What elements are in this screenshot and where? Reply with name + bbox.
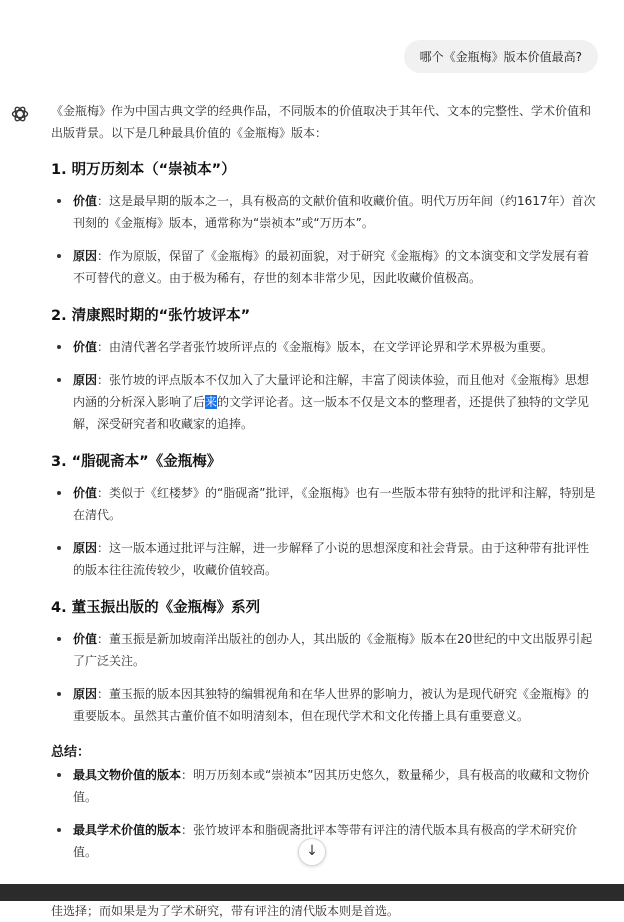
bullet-text: ：张竹坡的评点版本不仅加入了大量评论和注解，丰富了阅读体验，而且他对《金瓶梅》思想内涵的分析深入影响了后 — [73, 373, 590, 409]
bullet-text: 的文学评论者。这一版本不仅是文本的整理者，还提供了独特的文学见解，深受研究者和收藏家的追捧。 — [73, 395, 590, 431]
bullet-term: 价值 — [73, 632, 98, 646]
bullet-term: 价值 — [73, 194, 98, 208]
bullet-text: ：这是最早期的版本之一，具有极高的文献价值和收藏价值。明代万历年间（约1617年）首次刊刻的《金瓶梅》版本，通常称为“崇祯本”或“万历本”。 — [73, 194, 596, 230]
bullet-term: 最具文物价值的版本 — [73, 768, 182, 782]
list-item — [51, 369, 599, 435]
section-list-3 — [51, 482, 599, 581]
section-list-4 — [51, 628, 599, 727]
bullet-term: 原因 — [73, 687, 98, 701]
section-heading-1: 1. 明万历刻本（“崇祯本”） — [51, 162, 236, 178]
section-list-2 — [51, 336, 599, 435]
bullet-text: ：董玉振是新加坡南洋出版社的创办人，其出版的《金瓶梅》版本在20世纪的中文出版界引起了广泛关注。 — [73, 632, 593, 668]
section-list-1 — [51, 190, 599, 289]
bottom-bar — [0, 884, 624, 901]
answer-intro: 《金瓶梅》作为中国古典文学的经典作品，不同版本的价值取决于其年代、文本的完整性、学术价值和出版背景。以下是几种最具价值的《金瓶梅》版本： — [51, 104, 592, 140]
list-item — [51, 537, 599, 581]
list-item — [51, 628, 599, 672]
list-item — [51, 245, 599, 289]
bullet-term: 原因 — [73, 249, 98, 263]
bullet-text: ：这一版本通过批评与注解，进一步解释了小说的思想深度和社会背景。由于这种带有批评性的版本往往流传较少，收藏价值较高。 — [73, 541, 590, 577]
bullet-term: 原因 — [73, 373, 98, 387]
bullet-text: ：作为原版，保留了《金瓶梅》的最初面貌，对于研究《金瓶梅》的文本演变和文学发展有着不可替代的意义。由于极为稀有，存世的刻本非常少见，因此收藏价值极高。 — [73, 249, 590, 285]
section-heading-3: 3. “脂砚斋本”《金瓶梅》 — [51, 454, 222, 470]
summary-title: 总结： — [51, 745, 91, 760]
list-item — [51, 482, 599, 526]
bullet-text: ：明万历刻本或“崇祯本”因其历史悠久，数量稀少，具有极高的收藏和文物价值。 — [73, 768, 590, 804]
bullet-text: ：由清代著名学者张竹坡所评点的《金瓶梅》版本，在文学评论界和学术界极为重要。 — [97, 340, 554, 354]
scroll-to-bottom-button[interactable] — [298, 838, 326, 866]
bullet-term: 价值 — [73, 486, 98, 500]
answer-closing: 佳选择；而如果是为了学术研究，带有评注的清代版本则是首选。 — [51, 904, 400, 918]
bullet-term: 原因 — [73, 541, 98, 555]
bullet-text: ：张竹坡评本和脂砚斋批评本等带有评注的清代版本具有极高的学术研究价值。 — [73, 823, 578, 859]
bullet-term: 价值 — [73, 340, 98, 354]
section-heading-4: 4. 董玉振出版的《金瓶梅》系列 — [51, 600, 261, 616]
bullet-term: 最具学术价值的版本 — [73, 823, 182, 837]
list-item — [51, 336, 599, 358]
openai-logo-icon — [10, 104, 30, 124]
assistant-answer — [51, 100, 599, 922]
user-message-bubble: 哪个《金瓶梅》版本价值最高? — [404, 40, 598, 73]
selected-text[interactable]: 来 — [205, 395, 218, 409]
bullet-text: ：董玉振的版本因其独特的编辑视角和在华人世界的影响力，被认为是现代研究《金瓶梅》的重要版本。虽然其古董价值不如明清刻本，但在现代学术和文化传播上具有重要意义。 — [73, 687, 590, 723]
bullet-text: ：类似于《红楼梦》的“脂砚斋”批评，《金瓶梅》也有一些版本带有独特的批评和注解，特别是在清代。 — [73, 486, 596, 522]
section-heading-2: 2. 清康熙时期的“张竹坡评本” — [51, 308, 251, 324]
list-item — [51, 683, 599, 727]
list-item — [51, 190, 599, 234]
arrow-down-icon: ↓ — [306, 843, 318, 859]
list-item — [51, 764, 599, 808]
